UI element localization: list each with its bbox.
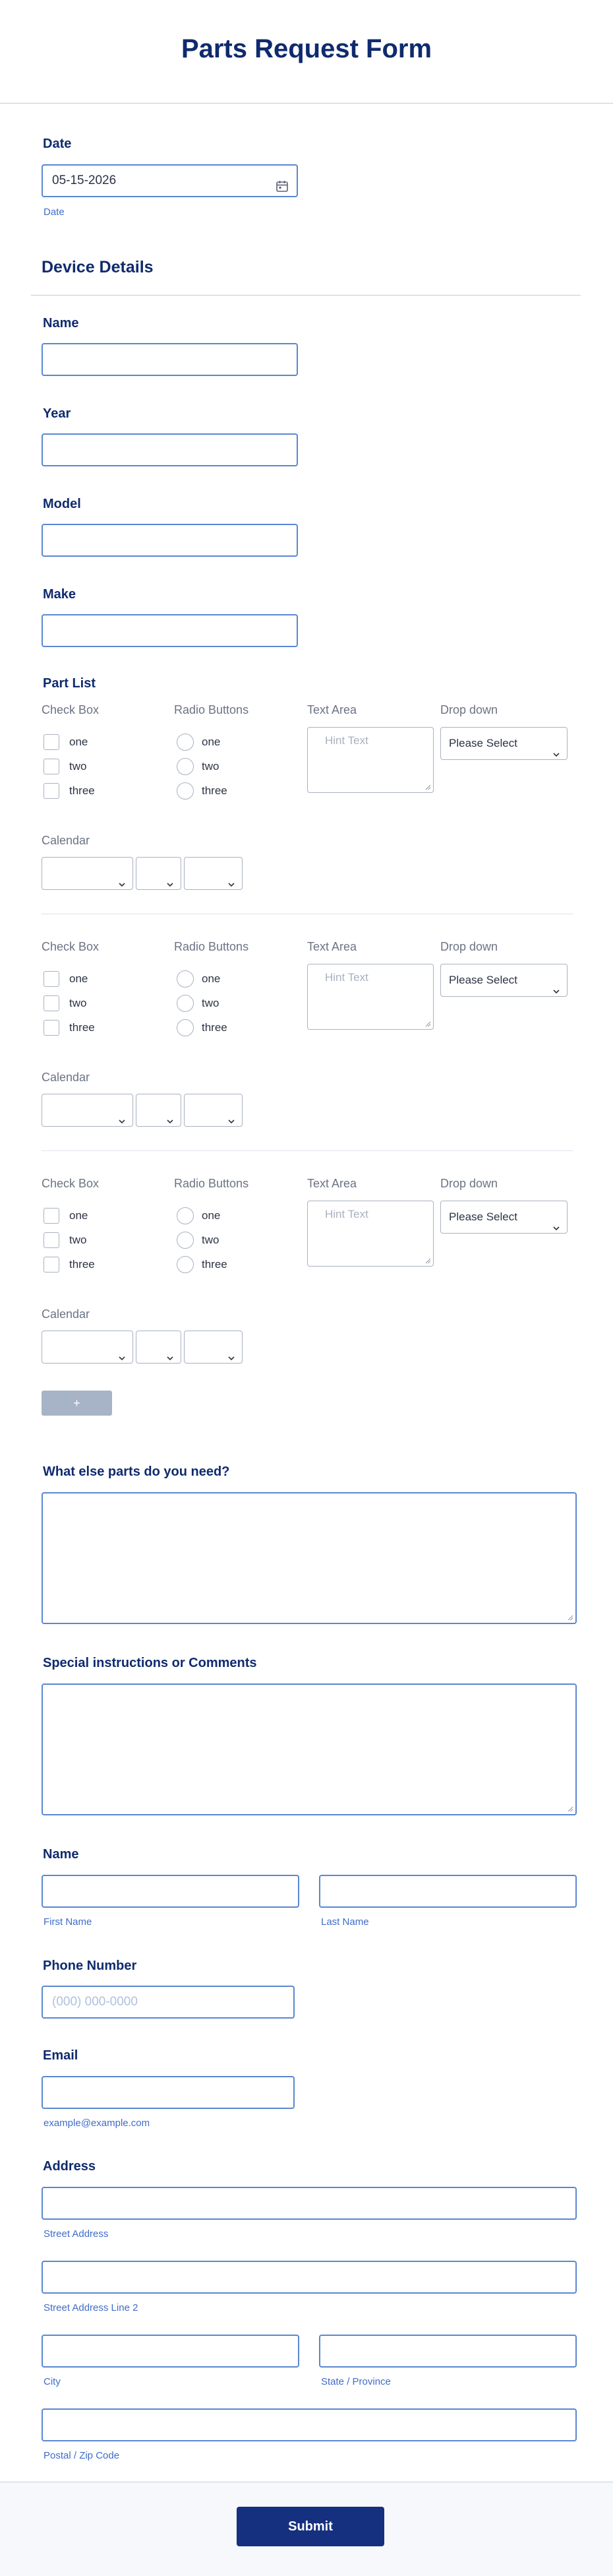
checkbox-option-label: one <box>69 1209 88 1222</box>
other-parts-label: What else parts do you need? <box>43 1464 230 1479</box>
calendar-month-select[interactable] <box>42 857 133 890</box>
year-label: Year <box>43 406 71 421</box>
checkbox-option-label: three <box>69 1258 95 1271</box>
first-name-input[interactable] <box>42 1875 299 1908</box>
calendar-icon[interactable] <box>276 174 289 187</box>
radio-button[interactable] <box>177 734 194 751</box>
calendar-year-select[interactable] <box>184 1094 243 1127</box>
textarea-hint: Hint Text <box>325 971 368 984</box>
radio-button[interactable] <box>177 995 194 1012</box>
radio-option[interactable] <box>177 757 295 776</box>
checkbox[interactable] <box>44 759 59 774</box>
chevron-down-icon <box>166 1106 174 1114</box>
radio-option[interactable] <box>177 994 295 1013</box>
model-input[interactable] <box>42 524 298 557</box>
radio-option[interactable] <box>177 970 295 988</box>
radio-option-label: one <box>202 1209 221 1222</box>
resize-handle-icon[interactable] <box>424 1257 431 1264</box>
checkbox-column-header: Check Box <box>42 940 100 953</box>
radio-option-label: one <box>202 972 221 985</box>
city-sublabel: City <box>44 2376 61 2387</box>
chevron-down-icon <box>118 1343 126 1351</box>
checkbox-option[interactable] <box>44 994 162 1013</box>
device-name-label: Name <box>43 316 79 330</box>
checkbox-option[interactable] <box>44 782 162 800</box>
radio-button[interactable] <box>177 758 194 775</box>
checkbox-option[interactable] <box>44 1207 162 1225</box>
email-sublabel: example@example.com <box>44 2118 150 2129</box>
checkbox-option[interactable] <box>44 1231 162 1249</box>
part-textarea[interactable] <box>307 1201 434 1267</box>
calendar-year-select[interactable] <box>184 857 243 890</box>
checkbox-option-label: one <box>69 736 88 748</box>
form-title: Parts Request Form <box>181 34 432 63</box>
email-label: Email <box>43 2048 78 2063</box>
email-input[interactable] <box>42 2076 295 2109</box>
make-label: Make <box>43 587 76 602</box>
checkbox-option[interactable] <box>44 757 162 776</box>
address-label: Address <box>43 2159 96 2174</box>
checkbox[interactable] <box>44 971 59 987</box>
checkbox[interactable] <box>44 995 59 1011</box>
radio-option[interactable] <box>177 733 295 751</box>
checkbox[interactable] <box>44 783 59 799</box>
date-label: Date <box>43 137 72 151</box>
radio-option-label: two <box>202 997 219 1009</box>
checkbox-option-label: one <box>69 972 88 985</box>
checkbox[interactable] <box>44 1020 59 1036</box>
dropdown-column-header: Drop down <box>440 940 498 953</box>
radio-column-header: Radio Buttons <box>174 703 249 716</box>
calendar-day-select[interactable] <box>136 1331 181 1364</box>
checkbox-option-label: two <box>69 1234 87 1246</box>
checkbox-option[interactable] <box>44 1019 162 1037</box>
dropdown-value: Please Select <box>449 974 517 986</box>
chevron-down-icon <box>166 1343 174 1351</box>
textarea-hint: Hint Text <box>325 734 368 747</box>
textarea-hint: Hint Text <box>325 1208 368 1220</box>
checkbox-option[interactable] <box>44 1255 162 1274</box>
radio-column-header: Radio Buttons <box>174 940 249 953</box>
textarea-column-header: Text Area <box>307 1177 357 1190</box>
checkbox-option-label: two <box>69 760 87 772</box>
checkbox-option-label: three <box>69 784 95 797</box>
checkbox[interactable] <box>44 1232 59 1248</box>
model-label: Model <box>43 497 81 511</box>
resize-handle-icon[interactable] <box>567 1614 573 1621</box>
chevron-down-icon <box>227 1106 235 1114</box>
dropdown-value: Please Select <box>449 737 517 749</box>
contact-name-label: Name <box>43 1847 79 1862</box>
other-parts-textarea[interactable] <box>42 1492 577 1624</box>
date-value: 05-15-2026 <box>52 173 117 187</box>
make-input[interactable] <box>42 614 298 647</box>
phone-label: Phone Number <box>43 1959 137 1973</box>
radio-button[interactable] <box>177 970 194 988</box>
date-input[interactable] <box>42 164 298 197</box>
checkbox-option-label: three <box>69 1021 95 1034</box>
radio-option-label: three <box>202 1021 227 1034</box>
chevron-down-icon <box>552 976 560 984</box>
dropdown-column-header: Drop down <box>440 1177 498 1190</box>
radio-button[interactable] <box>177 1207 194 1224</box>
radio-option-label: three <box>202 1258 227 1271</box>
checkbox-option[interactable] <box>44 970 162 988</box>
checkbox-column-header: Check Box <box>42 703 100 716</box>
submit-button[interactable]: Submit <box>237 2507 384 2546</box>
radio-option[interactable] <box>177 1231 295 1249</box>
calendar-year-select[interactable] <box>184 1331 243 1364</box>
section-divider <box>31 295 581 296</box>
street-address-sublabel: Street Address <box>44 2228 109 2240</box>
calendar-month-select[interactable] <box>42 1094 133 1127</box>
part-dropdown[interactable] <box>440 727 568 760</box>
part-dropdown[interactable] <box>440 964 568 997</box>
first-name-sublabel: First Name <box>44 1916 92 1928</box>
radio-option[interactable] <box>177 1207 295 1225</box>
date-sublabel: Date <box>44 206 65 218</box>
calendar-month-select[interactable] <box>42 1331 133 1364</box>
part-textarea[interactable] <box>307 964 434 1030</box>
textarea-column-header: Text Area <box>307 703 357 716</box>
add-row-button[interactable]: + <box>42 1391 112 1416</box>
checkbox[interactable] <box>44 1257 59 1272</box>
form-header <box>0 0 613 104</box>
instructions-textarea[interactable] <box>42 1683 577 1815</box>
checkbox[interactable] <box>44 734 59 750</box>
chevron-down-icon <box>118 869 126 877</box>
chevron-down-icon <box>552 739 560 747</box>
radio-option[interactable] <box>177 1019 295 1037</box>
radio-button[interactable] <box>177 1256 194 1273</box>
radio-option-label: one <box>202 736 221 748</box>
checkbox-column-header: Check Box <box>42 1177 100 1190</box>
radio-button[interactable] <box>177 1019 194 1036</box>
radio-option-label: two <box>202 1234 219 1246</box>
part-textarea[interactable] <box>307 727 434 793</box>
radio-column-header: Radio Buttons <box>174 1177 249 1190</box>
calendar-label: Calendar <box>42 1071 90 1084</box>
calendar-label: Calendar <box>42 1307 90 1321</box>
state-sublabel: State / Province <box>321 2376 391 2387</box>
postal-code-input[interactable] <box>42 2408 577 2441</box>
dropdown-value: Please Select <box>449 1210 517 1223</box>
city-input[interactable] <box>42 2335 299 2368</box>
checkbox[interactable] <box>44 1208 59 1224</box>
year-input[interactable] <box>42 433 298 466</box>
street-address-2-sublabel: Street Address Line 2 <box>44 2302 138 2313</box>
instructions-label: Special instructions or Comments <box>43 1656 257 1670</box>
chevron-down-icon <box>227 869 235 877</box>
chevron-down-icon <box>552 1213 560 1221</box>
phone-input[interactable]: (000) 000-0000 <box>42 1986 295 2019</box>
row-divider <box>42 1150 573 1151</box>
calendar-day-select[interactable] <box>136 857 181 890</box>
resize-handle-icon[interactable] <box>424 784 431 790</box>
radio-option-label: three <box>202 784 227 797</box>
dropdown-column-header: Drop down <box>440 703 498 716</box>
part-dropdown[interactable] <box>440 1201 568 1234</box>
state-input[interactable] <box>319 2335 577 2368</box>
resize-handle-icon[interactable] <box>567 1806 573 1812</box>
checkbox-option[interactable] <box>44 733 162 751</box>
last-name-input[interactable] <box>319 1875 577 1908</box>
last-name-sublabel: Last Name <box>321 1916 369 1928</box>
device-details-heading: Device Details <box>42 258 154 276</box>
radio-option-label: two <box>202 760 219 772</box>
radio-option[interactable] <box>177 782 295 800</box>
radio-button[interactable] <box>177 782 194 800</box>
radio-button[interactable] <box>177 1232 194 1249</box>
chevron-down-icon <box>166 869 174 877</box>
checkbox-option-label: two <box>69 997 87 1009</box>
calendar-day-select[interactable] <box>136 1094 181 1127</box>
part-list-label: Part List <box>43 676 96 691</box>
chevron-down-icon <box>118 1106 126 1114</box>
calendar-label: Calendar <box>42 834 90 847</box>
street-address-2-input[interactable] <box>42 2261 577 2294</box>
textarea-column-header: Text Area <box>307 940 357 953</box>
resize-handle-icon[interactable] <box>424 1021 431 1027</box>
street-address-input[interactable] <box>42 2187 577 2220</box>
chevron-down-icon <box>227 1343 235 1351</box>
postal-code-sublabel: Postal / Zip Code <box>44 2450 120 2461</box>
radio-option[interactable] <box>177 1255 295 1274</box>
device-name-input[interactable] <box>42 343 298 376</box>
